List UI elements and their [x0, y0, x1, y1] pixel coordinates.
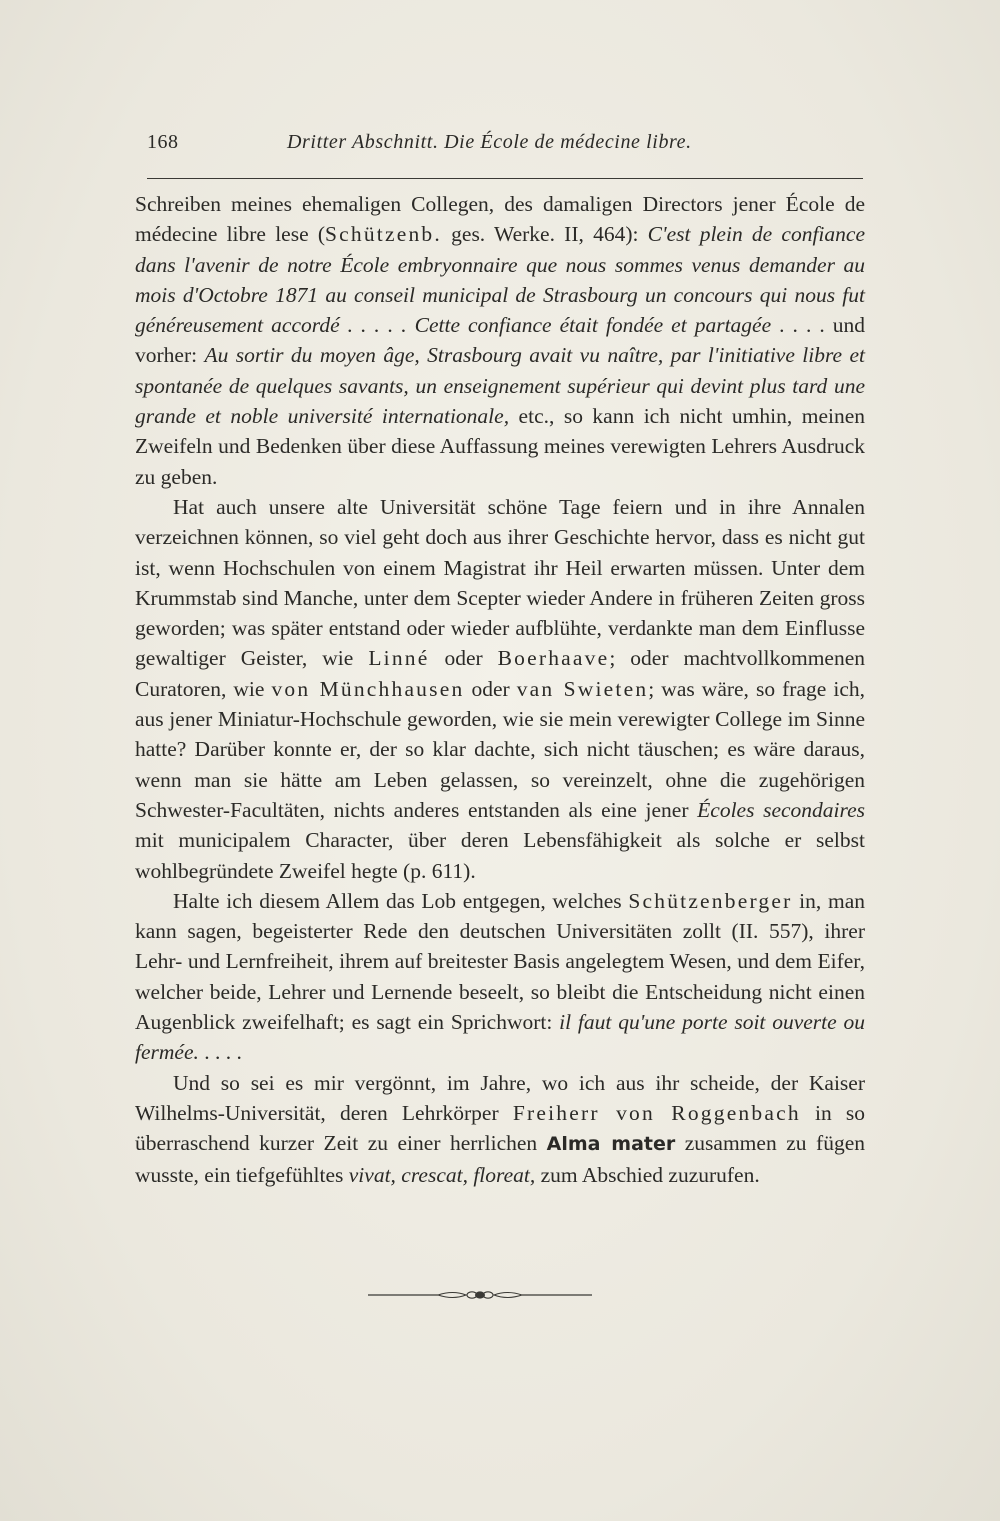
paragraph-1 — [135, 189, 865, 492]
spaced-name: Freiherr von Roggenbach — [512, 1100, 801, 1125]
text-run: ges. Werke. II, 464): — [441, 222, 648, 247]
text-run: ; oder machtvollkommenen Curatoren, wie — [135, 646, 865, 701]
paragraph-4 — [135, 1068, 865, 1190]
italic-term: Écoles secondaires — [697, 797, 865, 822]
text-run: ; was wäre, so frage ich, aus jener Miniatur-Hochschule geworden, wie sie mein verewigter College im Sinne hatte? Darüber konnte er, der so klar dachte, sich nicht täuschen; es wäre daraus, wenn man sie hätte am Leben gelassen, so vereinzelt, ohne die zugehörigen Schwester-Facultäten, nichts anderes entstanden als eine jener — [135, 676, 865, 822]
text-run: Halte ich diesem Allem das Lob entgegen, welches — [173, 888, 629, 913]
paragraph-2 — [135, 492, 865, 886]
text-run: . . . . und vorher: — [135, 313, 865, 368]
french-proverb: il faut qu'une porte soit ouverte ou fermée. — [135, 1010, 865, 1065]
text-run: oder — [464, 676, 517, 701]
text-run: in so überraschend kurzer Zeit zu einer herrlichen — [135, 1100, 866, 1156]
body-text — [135, 189, 865, 1190]
text-run: zum Abschied zuzurufen. — [535, 1162, 760, 1187]
running-head: Dritter Abschnitt. Die École de médecine libre. — [287, 131, 692, 153]
french-quote: C'est plein de confiance dans l'avenir de notre École embryonnaire que nous sommes venus demander au mois d'Octobre 1871 au conseil municipal de Strasbourg un concours qui nous fut généreusement accordé . . . . . Cette confiance était fondée et partagée — [135, 222, 865, 338]
paragraph-3 — [135, 886, 865, 1068]
text-run: Hat auch unsere alte Universität schöne Tage feiern und in ihre Annalen verzeichnen können, so viel geht doch aus ihrer Geschichte hervor, dass es nicht gut ist, wenn Hochschulen von einem Magistrat ihr Heil erwarten müssen. Unter dem Krummstab sind Manche, unter dem Scepter wieder Andere in früheren Zeiten gross geworden; was später entstand oder wieder aufblühte, verdankte man dem Einflusse gewaltiger Geister, wie — [135, 494, 865, 671]
spaced-name: Boerhaave — [497, 646, 610, 671]
header-rule — [147, 178, 863, 179]
spaced-name: Linné — [368, 646, 430, 671]
text-run: in, man kann sagen, begeisterter Rede den deutschen Universitäten zollt (II. 557), ihrer Lehr- und Lernfreiheit, ihrem auf breitester Basis angelegtem Wesen, und dem Eifer, welcher beide, Lehrer und Lernende beseelt, so bleibt die Entscheidung nicht einen Augenblick zweifelhaft; es sagt ein Sprichwort: — [135, 888, 865, 1035]
text-run: mit municipalem Character, über deren Lebensfähigkeit als solche er selbst wohlbegründete Zweifel hegte (p. 611). — [135, 828, 865, 883]
text-run: etc., so kann ich nicht umhin, meinen Zweifeln und Bedenken über diese Auffassung meines verewigten Lehrers Ausdruck zu geben. — [135, 404, 865, 489]
latin-phrase: vivat, crescat, floreat, — [348, 1162, 536, 1187]
bold-term: Alma mater — [546, 1133, 676, 1156]
spaced-name: van Swieten — [516, 676, 649, 701]
decorative-rule-ornament-icon — [368, 1288, 592, 1302]
text-run: zusammen zu fügen wusste, ein tiefgefühltes — [135, 1131, 865, 1187]
french-quote: Au sortir du moyen âge, Strasbourg avait vu naître, par l'initiative libre et spontanée de quelques savants, un enseignement supérieur qui devint plus tard une grande et noble université internationale, — [135, 343, 865, 429]
page-header — [147, 131, 863, 163]
spaced-name: von Münchhausen — [271, 676, 465, 701]
text-run: Schreiben meines ehemaligen Collegen, des damaligen Directors jener École de médecine libre lese ( — [135, 192, 865, 247]
spaced-text: Schützenb. — [325, 222, 442, 247]
text-run: oder — [429, 646, 498, 671]
page-number: 168 — [147, 131, 179, 153]
text-run: Und so sei es mir vergönnt, im Jahre, wo ich aus ihr scheide, der Kaiser Wilhelms-Universität, deren Lehrkörper — [135, 1070, 865, 1125]
spaced-name: Schützenberger — [628, 888, 793, 913]
text-run: . . . . — [198, 1040, 242, 1065]
